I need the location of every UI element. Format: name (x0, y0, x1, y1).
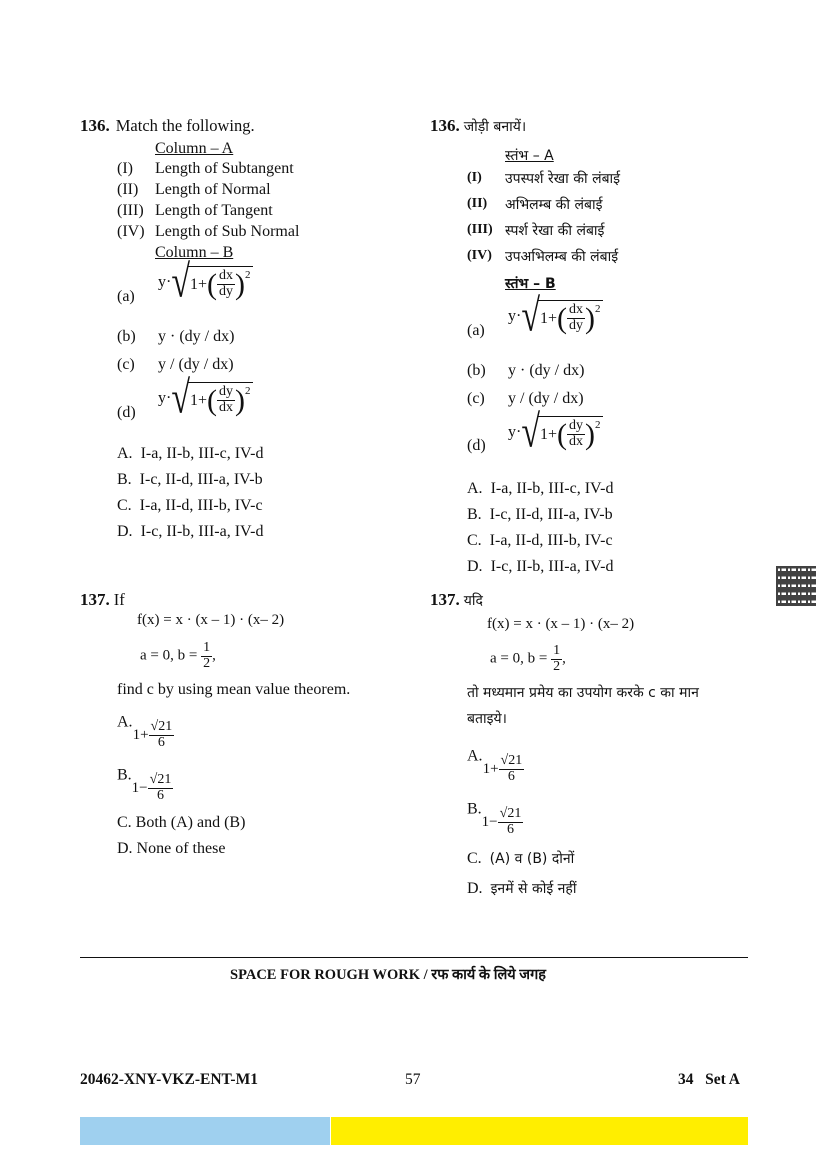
opt-text: I-a, II-b, III-c, IV-d (140, 445, 264, 462)
opt-text: I-a, II-d, III-b, IV-c (139, 497, 263, 514)
option-a-label: (a) (467, 322, 485, 339)
opt-letter: B. (117, 766, 132, 784)
q136-heading (80, 116, 255, 136)
column-a-title: Column – A (155, 140, 234, 157)
option-c-label: (c) (117, 356, 135, 373)
formula-a: y· √ 1+ ( $\frac{dx}{dy}$ ) 2 (508, 291, 601, 342)
answer-option-a[interactable]: A. 1+ $\frac{√21}{6}$ (467, 747, 523, 784)
answer-option-d[interactable] (467, 558, 613, 576)
option-b-label: (b) (117, 328, 136, 345)
function-definition: f(x) = x · (x – 1) · (x– 2) (137, 612, 285, 628)
question-text: If (113, 590, 125, 609)
roman-label: (II) (117, 181, 139, 198)
interval-values: a = 0, b = $\frac{1}{2}$ , (490, 643, 566, 674)
roman-label: (IV) (117, 223, 145, 240)
answer-option-a[interactable] (467, 480, 613, 498)
column-b-title: Column – B (155, 244, 234, 261)
answer-option-b[interactable]: B. 1− $\frac{√21}{6}$ (117, 766, 172, 803)
match-item-1 (117, 160, 133, 178)
opt-letter: A. (117, 713, 133, 731)
match-item-text: उपस्पर्श रेखा की लंबाई (505, 171, 621, 187)
roman-label: (I) (467, 170, 482, 185)
question-number: 137. (430, 590, 460, 609)
roman-label: (III) (467, 222, 493, 237)
answer-option-d[interactable]: D. None of these (117, 840, 226, 857)
roman-label: (II) (467, 196, 488, 211)
opt-text: इनमें से कोई नहीं (490, 881, 577, 897)
opt-letter: A. (467, 747, 483, 765)
question-number: 136. (80, 116, 110, 135)
function-definition: f(x) = x · (x – 1) · (x– 2) (487, 616, 635, 632)
question-number: 137. (80, 590, 110, 609)
formula-c: y / (dy / dx) (158, 356, 234, 373)
rough-work-label: SPACE FOR ROUGH WORK / रफ कार्य के लिये जगह (230, 967, 546, 983)
answer-option-d[interactable] (467, 879, 576, 898)
footer-bar-yellow (331, 1117, 748, 1145)
opt-letter: D. (467, 880, 483, 897)
answer-option-c[interactable]: C. Both (A) and (B) (117, 814, 246, 831)
opt-text: I-c, II-d, III-a, IV-b (489, 506, 613, 523)
footer-bar-blue (80, 1117, 330, 1145)
answer-option-a[interactable]: A. 1+ $\frac{√21}{6}$ (117, 713, 173, 750)
opt-text: I-a, II-d, III-b, IV-c (489, 532, 613, 549)
paper-code: 20462-XNY-VKZ-ENT-M1 (80, 1071, 258, 1088)
roman-label: (IV) (467, 248, 492, 263)
formula-b: y · (dy / dx) (158, 328, 235, 345)
match-item-text: Length of Subtangent (155, 160, 294, 177)
match-item-text: Length of Normal (155, 181, 271, 198)
roman-label: (III) (117, 202, 144, 219)
match-item-text: Length of Tangent (155, 202, 273, 219)
interval-text: a = 0, b = (140, 647, 198, 664)
opt-text: I-c, II-b, III-a, IV-d (490, 558, 614, 575)
answer-option-c[interactable] (467, 849, 574, 868)
interval-values: a = 0, b = $\frac{1}{2}$ , (140, 640, 216, 671)
answer-option-a[interactable] (117, 445, 263, 463)
q137-heading-hi (430, 590, 483, 610)
opt-letter: B. (467, 800, 482, 818)
formula-b: y · (dy / dx) (508, 362, 585, 379)
opt-letter: C. (117, 497, 132, 514)
find-instruction-cont: बताइये। (467, 711, 507, 727)
answer-option-b[interactable] (117, 471, 263, 489)
formula-a: y· √ 1+ ( $\frac{dx}{dy}$ ) 2 (158, 257, 251, 308)
opt-letter: B. (467, 506, 482, 523)
option-c-label: (c) (467, 390, 485, 407)
answer-option-b[interactable] (467, 506, 613, 524)
opt-letter: D. (117, 523, 133, 540)
opt-text: I-c, II-b, III-a, IV-d (140, 523, 264, 540)
opt-text: I-c, II-d, III-a, IV-b (139, 471, 263, 488)
formula-c: y / (dy / dx) (508, 390, 584, 407)
q136-heading-hi (430, 116, 526, 136)
opt-text: (A) व (B) दोनों (489, 851, 575, 867)
option-d-label: (d) (467, 437, 486, 454)
column-b-title: स्तंभ – B (505, 276, 556, 292)
answer-option-b[interactable]: B. 1− $\frac{√21}{6}$ (467, 800, 522, 837)
formula-d: y· √ 1+ ( $\frac{dy}{dx}$ ) 2 (158, 373, 251, 424)
formula-d: y· √ 1+ ( $\frac{dy}{dx}$ ) 2 (508, 407, 601, 458)
match-item-text: Length of Sub Normal (155, 223, 300, 240)
set-label: 34 Set A (678, 1071, 740, 1088)
qr-code-icon (776, 566, 816, 606)
opt-letter: D. (467, 558, 483, 575)
roman-label: (I) (117, 160, 133, 177)
column-a-title: स्तंभ – A (505, 148, 554, 164)
question-text: यदि (463, 593, 483, 609)
answer-option-c[interactable] (117, 497, 263, 515)
opt-letter: A. (117, 445, 133, 462)
page-number: 57 (405, 1071, 421, 1088)
match-item-text: उपअभिलम्ब की लंबाई (505, 249, 619, 265)
find-instruction: तो मध्यमान प्रमेय का उपयोग करके c का मान (467, 685, 699, 701)
question-number: 136. (430, 116, 460, 135)
option-b-label: (b) (467, 362, 486, 379)
answer-option-d[interactable] (117, 523, 263, 541)
answer-option-c[interactable] (467, 532, 613, 550)
question-text: Match the following. (115, 116, 255, 135)
interval-text: a = 0, b = (490, 650, 548, 667)
opt-letter: C. (467, 532, 482, 549)
opt-letter: B. (117, 471, 132, 488)
divider (80, 957, 748, 958)
find-instruction: find c by using mean value theorem. (117, 681, 351, 698)
match-item-text: स्पर्श रेखा की लंबाई (505, 223, 605, 239)
opt-text: I-a, II-b, III-c, IV-d (490, 480, 614, 497)
match-item-text: अभिलम्ब की लंबाई (505, 197, 603, 213)
q137-heading (80, 590, 125, 610)
option-a-label: (a) (117, 288, 135, 305)
question-text: जोड़ी बनायें। (463, 119, 527, 135)
opt-letter: C. (467, 850, 482, 867)
opt-letter: A. (467, 480, 483, 497)
option-d-label: (d) (117, 404, 136, 421)
